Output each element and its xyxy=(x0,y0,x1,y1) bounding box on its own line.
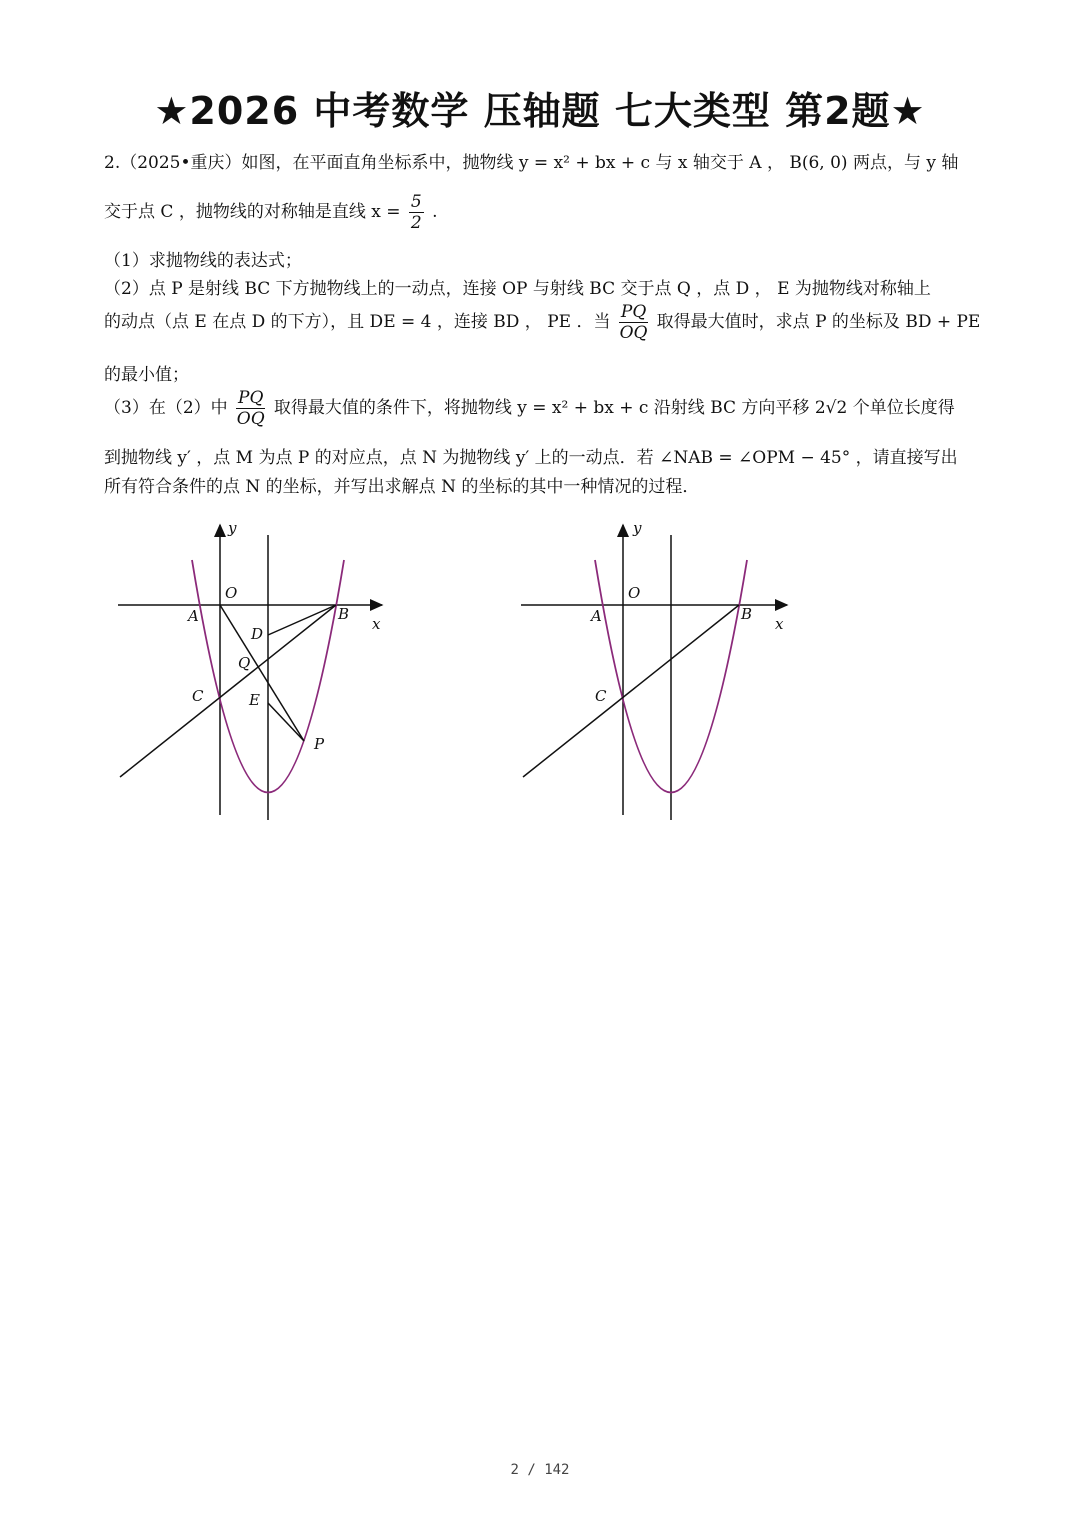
label-c: C xyxy=(595,687,607,705)
question-2-line-3: 的最小值； xyxy=(104,365,189,385)
label-y-axis: y xyxy=(633,519,642,537)
label-d: D xyxy=(251,625,264,643)
label-x-axis: x xyxy=(372,615,381,633)
problem-statement-line-1: 2.（2025•重庆）如图，在平面直角坐标系中，抛物线 y = x² + bx + c 与 x 轴交于 A ， B(6, 0) 两点，与 y 轴 xyxy=(104,153,959,173)
line-end-punctuation: . xyxy=(432,202,438,222)
question-1: （1）求抛物线的表达式； xyxy=(104,251,302,271)
question-3-line-3: 所有符合条件的点 N 的坐标，并写出求解点 N 的坐标的其中一种情况的过程． xyxy=(104,477,700,497)
fraction-denominator: OQ xyxy=(619,323,648,343)
label-p: P xyxy=(314,735,325,753)
ray-bc xyxy=(120,605,336,777)
label-o: O xyxy=(225,584,238,602)
label-b: B xyxy=(741,605,753,623)
label-o: O xyxy=(628,584,641,602)
question-2-text-b: 取得最大值时，求点 P 的坐标及 BD + PE xyxy=(656,312,981,332)
figure-1 xyxy=(110,515,400,825)
question-3-text-b: 取得最大值的条件下，将抛物线 y = x² + bx + c 沿射线 BC 方向平移 2√2 个单位长度得 xyxy=(273,398,955,418)
label-q: Q xyxy=(238,654,251,672)
fraction-denominator: OQ xyxy=(236,409,265,429)
question-2-text-a: 的动点（点 E 在点 D 的下方），且 DE = 4 ，连接 BD ， PE ．当 xyxy=(104,312,611,332)
label-y-axis: y xyxy=(228,519,237,537)
fraction-numerator: PQ xyxy=(620,302,647,322)
problem-statement-line-2 xyxy=(104,192,984,233)
question-3-line-1 xyxy=(104,388,984,429)
question-2-line-1: （2）点 P 是射线 BC 下方抛物线上的一动点，连接 OP 与射线 BC 交于点 Q ，点 D ， E 为抛物线对称轴上 xyxy=(104,279,931,299)
fraction-denominator: 2 xyxy=(410,213,422,233)
segment-bd xyxy=(268,605,336,635)
label-a: A xyxy=(188,607,199,625)
question-3-line-2: 到抛物线 y′ ，点 M 为点 P 的对应点，点 N 为抛物线 y′ 上的一动点．若 ∠NAB = ∠OPM − 45° ，请直接写出 xyxy=(104,448,958,468)
figure-2 xyxy=(515,515,805,825)
page-title: ★2026 中考数学 压轴题 七大类型 第2题★ xyxy=(154,89,926,133)
fraction-numerator: 5 xyxy=(410,192,422,212)
question-2-line-2 xyxy=(104,302,984,343)
question-3-text-a: （3）在（2）中 xyxy=(104,398,228,418)
pq-over-oq-fraction xyxy=(619,302,648,343)
page-number: 2 / 142 xyxy=(510,1462,570,1478)
label-c: C xyxy=(192,687,204,705)
symmetry-axis-fraction xyxy=(409,192,424,233)
segment-pe xyxy=(268,703,304,741)
pq-over-oq-fraction xyxy=(236,388,265,429)
fraction-numerator: PQ xyxy=(238,388,264,408)
label-x-axis: x xyxy=(775,615,784,633)
label-e: E xyxy=(249,691,260,709)
label-b: B xyxy=(338,605,350,623)
ray-bc xyxy=(523,605,739,777)
label-a: A xyxy=(591,607,602,625)
symmetry-axis-text: 交于点 C ，抛物线的对称轴是直线 x = xyxy=(104,202,401,222)
